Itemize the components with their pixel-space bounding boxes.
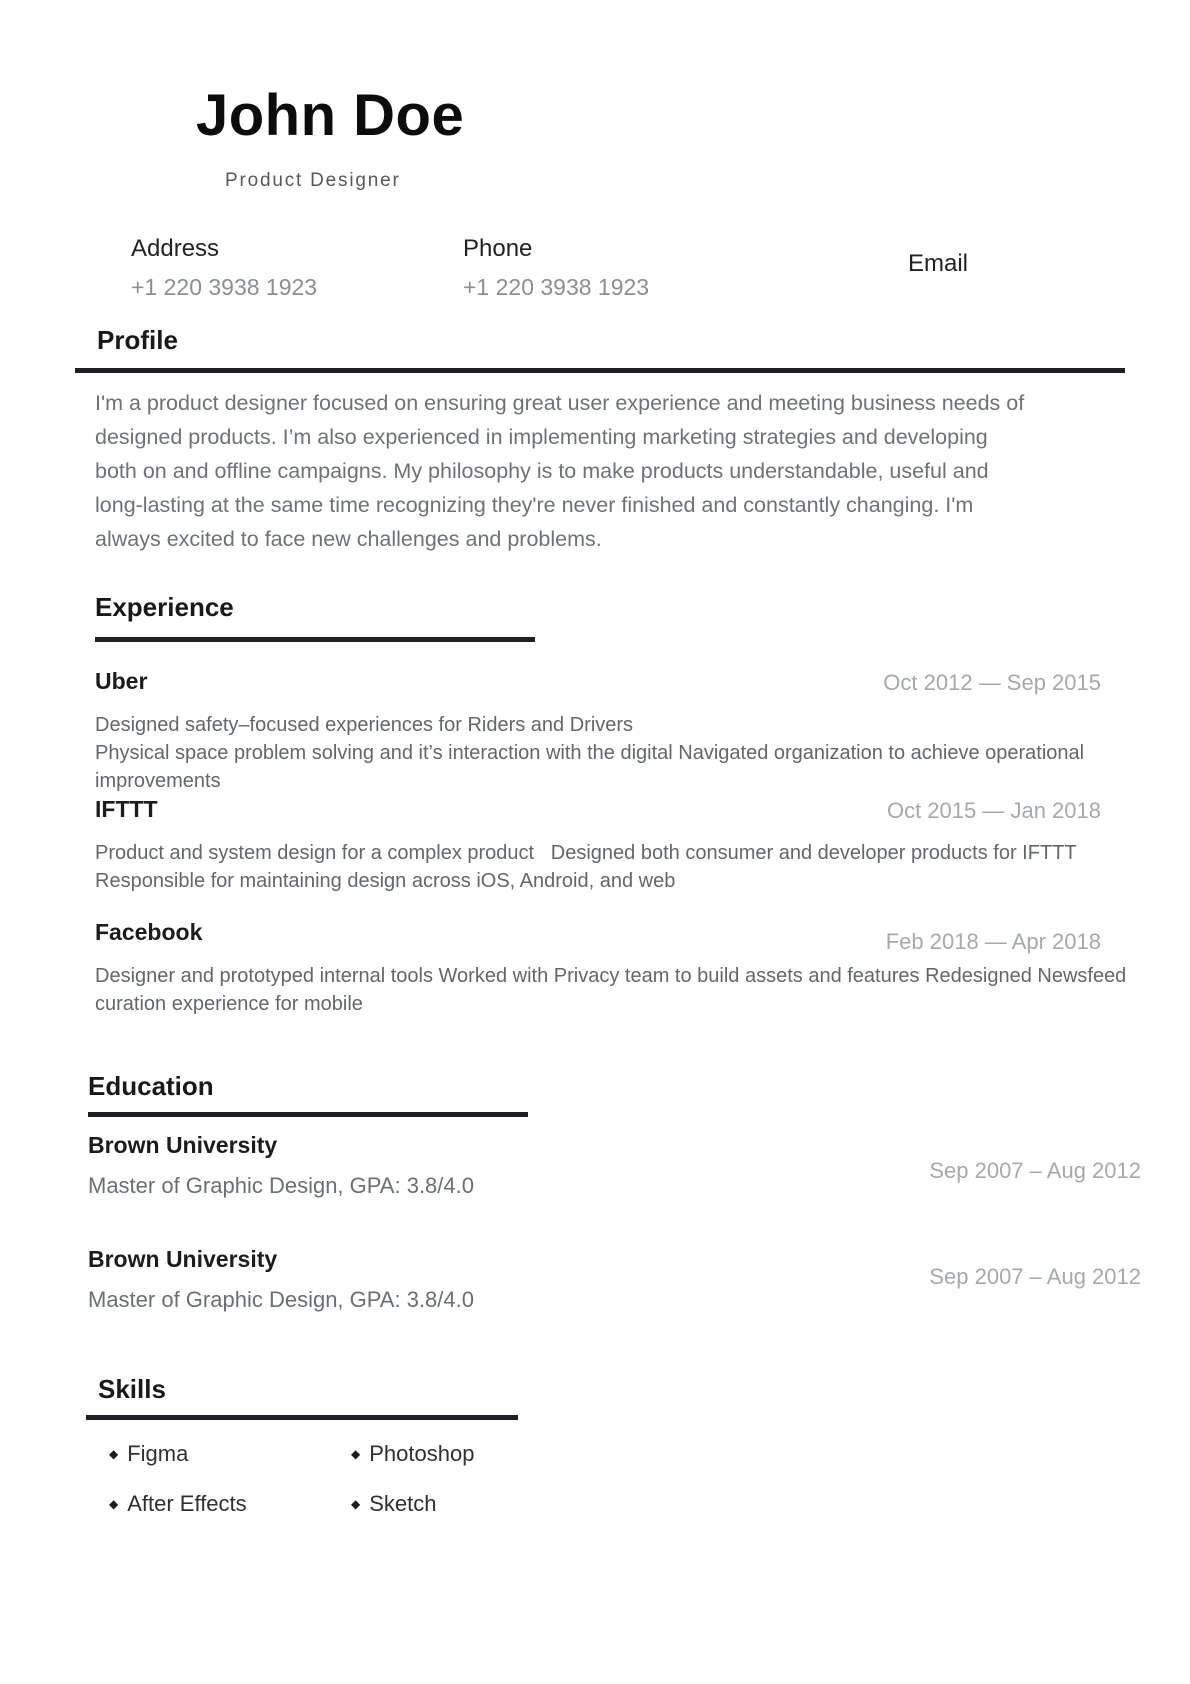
diamond-bullet-icon: ◆	[351, 1447, 361, 1461]
experience-entry-ifttt	[95, 796, 1101, 895]
experience-description	[95, 711, 1101, 795]
company-name: IFTTT	[95, 796, 158, 822]
experience-description	[95, 962, 1127, 1018]
profile-summary-line: I'm a product designer focused on ensuring great user experience and meeting business needs of	[95, 391, 1025, 415]
date-range: Sep 2007 – Aug 2012	[929, 1264, 1141, 1289]
address-label: Address	[131, 235, 220, 262]
contact-phone	[463, 235, 649, 301]
experience-entry-facebook	[95, 919, 1127, 1018]
skill-item	[351, 1491, 474, 1517]
degree-name: Master of Graphic Design, GPA: 3.8/4.0	[88, 1173, 474, 1198]
diamond-bullet-icon: ◆	[109, 1497, 119, 1511]
experience-entry-uber	[95, 668, 1101, 795]
skill-item	[109, 1491, 351, 1517]
skill-label: After Effects	[127, 1491, 247, 1516]
profile-summary-line: both on and offline campaigns. My philosophy is to make products understandable, useful and	[95, 459, 989, 483]
school-name: Brown University	[88, 1246, 278, 1272]
experience-description-line: Product and system design for a complex product Designed both consumer and developer products for IFTTT	[95, 842, 1077, 864]
date-range: Feb 2018 — Apr 2018	[885, 929, 1101, 954]
experience-description-line: Physical space problem solving and it’s interaction with the digital Navigated organization to achieve operational	[95, 742, 1085, 764]
company-name: Facebook	[95, 919, 203, 945]
profile-summary-line: designed products. I’m also experienced in implementing marketing strategies and developing	[95, 425, 988, 449]
diamond-bullet-icon: ◆	[109, 1447, 119, 1461]
contact-address	[131, 235, 317, 301]
profile-section-divider	[75, 368, 1125, 373]
phone-value: +1 220 3938 1923	[463, 274, 650, 300]
degree-name: Master of Graphic Design, GPA: 3.8/4.0	[88, 1287, 474, 1312]
experience-description-line: improvements	[95, 770, 221, 792]
skill-label: Sketch	[369, 1491, 437, 1516]
skills-list	[109, 1441, 474, 1517]
skill-item	[351, 1441, 474, 1467]
date-range: Sep 2007 – Aug 2012	[929, 1158, 1141, 1183]
skill-item	[109, 1441, 351, 1467]
date-range: Oct 2015 — Jan 2018	[886, 798, 1101, 823]
diamond-bullet-icon: ◆	[351, 1497, 361, 1511]
education-section-divider	[88, 1112, 528, 1117]
education-entry	[88, 1246, 1141, 1313]
profile-summary	[95, 386, 1024, 556]
experience-section-heading: Experience	[95, 592, 234, 622]
company-name: Uber	[95, 668, 148, 694]
email-label: Email	[908, 250, 969, 277]
school-name: Brown University	[88, 1132, 278, 1158]
profile-summary-line: long-lasting at the same time recognizing they're never finished and constantly changing. I'm	[95, 493, 974, 517]
skill-label: Figma	[127, 1441, 189, 1466]
experience-description-line: Designed safety–focused experiences for Riders and Drivers	[95, 714, 634, 736]
candidate-job-title: Product Designer	[225, 170, 401, 191]
skill-label: Photoshop	[369, 1441, 475, 1466]
profile-section-heading: Profile	[97, 325, 178, 355]
education-entry	[88, 1132, 1141, 1199]
experience-section-divider	[95, 637, 535, 642]
skills-section-heading: Skills	[98, 1374, 166, 1404]
experience-description	[95, 839, 1101, 895]
profile-summary-line: always excited to face new challenges and problems.	[95, 527, 602, 551]
contact-email	[908, 250, 968, 278]
address-value: +1 220 3938 1923	[131, 274, 318, 300]
date-range: Oct 2012 — Sep 2015	[883, 670, 1101, 695]
experience-description-line: Designer and prototyped internal tools Worked with Privacy team to build assets and features Redesigned Newsfeed	[95, 965, 1127, 987]
experience-description-line: Responsible for maintaining design across iOS, Android, and web	[95, 870, 676, 892]
education-section-heading: Education	[88, 1071, 214, 1101]
phone-label: Phone	[463, 235, 533, 262]
candidate-name: John Doe	[196, 83, 465, 148]
skills-section-divider	[86, 1415, 518, 1420]
experience-description-line: curation experience for mobile	[95, 993, 363, 1015]
